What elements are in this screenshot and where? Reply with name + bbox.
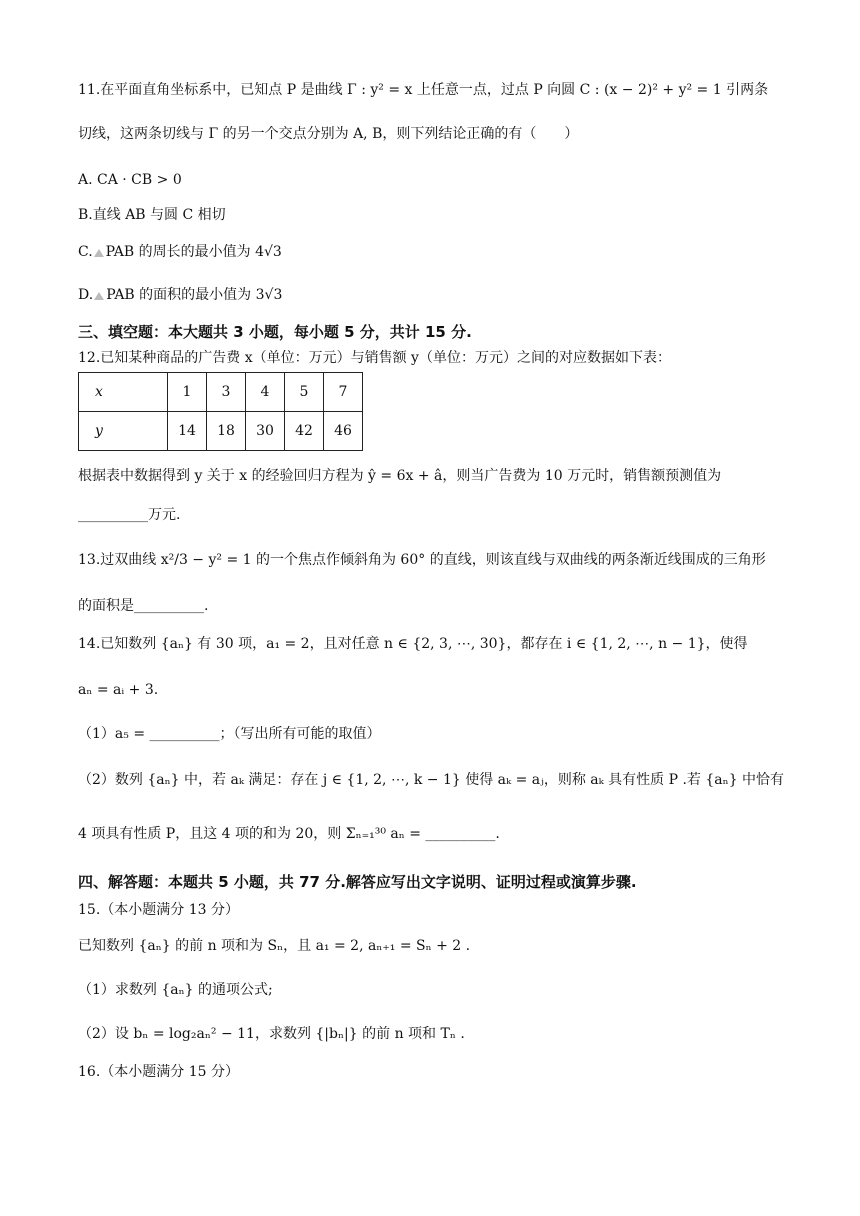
q11-option-c-text: PAB 的周长的最小值为 4√3 xyxy=(105,244,282,260)
table-row-x xyxy=(79,373,363,412)
q14-part2b: 4 项具有性质 P，且这 4 项的和为 20，则 Σₙ₌₁³⁰ aₙ = __________. xyxy=(78,826,500,842)
q15-part1: （1）求数列 {aₙ} 的通项公式; xyxy=(78,982,273,998)
q12-intro: 12.已知某种商品的广告费 x（单位：万元）与销售额 y（单位：万元）之间的对应数据如下表： xyxy=(78,350,671,366)
q14-line1: 14.已知数列 {aₙ} 有 30 项，a₁ = 2，且对任意 n ∈ {2, 3, ⋯, 30}，都存在 i ∈ {1, 2, ⋯, n − 1}，使得 xyxy=(78,636,748,652)
table-cell: 5 xyxy=(285,373,324,412)
table-cell: 3 xyxy=(207,373,246,412)
q11-option-c-prefix: C. xyxy=(78,244,93,260)
q11-option-d-prefix: D. xyxy=(78,287,94,303)
q16-title: 16.（本小题满分 15 分） xyxy=(78,1064,239,1080)
q11-option-b: B.直线 AB 与圆 C 相切 xyxy=(78,207,226,223)
q11-line1: 11.在平面直角坐标系中，已知点 P 是曲线 Γ : y² = x 上任意一点，过点 P 向圆 C : (x − 2)² + y² = 1 引两条 xyxy=(78,82,769,98)
q15-title: 15.（本小题满分 13 分） xyxy=(78,902,239,918)
table-header-y: y xyxy=(79,412,168,451)
table-row-y xyxy=(79,412,363,451)
q14-line2: aₙ = aᵢ + 3. xyxy=(78,682,159,698)
section-3-heading: 三、填空题：本大题共 3 小题，每小题 5 分，共计 15 分. xyxy=(78,323,472,341)
section-4-heading: 四、解答题：本题共 5 小题，共 77 分.解答应写出文字说明、证明过程或演算步骤. xyxy=(78,873,637,891)
q13-line1: 13.过双曲线 x²/3 − y² = 1 的一个焦点作倾斜角为 60° 的直线，则该直线与双曲线的两条渐近线围成的三角形 xyxy=(78,552,766,568)
q12-line2: __________万元. xyxy=(78,507,181,523)
q11-option-a: A. CA · CB > 0 xyxy=(78,172,182,188)
q12-line1: 根据表中数据得到 y 关于 x 的经验回归方程为 ŷ = 6x + â，则当广告费为 10 万元时，销售额预测值为 xyxy=(78,468,722,484)
q11-option-d-text: PAB 的面积的最小值为 3√3 xyxy=(106,287,283,303)
table-cell: 1 xyxy=(168,373,207,412)
table-cell: 14 xyxy=(168,412,207,451)
q11-line2: 切线，这两条切线与 Γ 的另一个交点分别为 A, B，则下列结论正确的有（ ） xyxy=(78,126,579,142)
q11-option-d xyxy=(78,285,282,305)
table-cell: 42 xyxy=(285,412,324,451)
q12-data-table xyxy=(78,372,363,451)
q13-line2: 的面积是__________. xyxy=(78,598,209,614)
table-cell: 46 xyxy=(324,412,363,451)
q15-part2: （2）设 bₙ = log₂aₙ² − 11，求数列 {|bₙ|} 的前 n 项和 Tₙ . xyxy=(78,1026,465,1042)
triangle-icon xyxy=(94,249,104,257)
q14-part1: （1）a₅ = __________；（写出所有可能的取值） xyxy=(78,726,381,742)
triangle-icon xyxy=(94,292,104,300)
table-header-x: x xyxy=(79,373,168,412)
table-cell: 4 xyxy=(246,373,285,412)
q14-part2: （2）数列 {aₙ} 中，若 aₖ 满足：存在 j ∈ {1, 2, ⋯, k − 1} 使得 aₖ = aⱼ，则称 aₖ 具有性质 P .若 {aₙ} 中恰有 xyxy=(78,772,785,788)
table-cell: 18 xyxy=(207,412,246,451)
q11-option-c xyxy=(78,242,282,262)
table-cell: 7 xyxy=(324,373,363,412)
table-cell: 30 xyxy=(246,412,285,451)
q15-line1: 已知数列 {aₙ} 的前 n 项和为 Sₙ，且 a₁ = 2, aₙ₊₁ = Sₙ + 2 . xyxy=(78,938,471,954)
